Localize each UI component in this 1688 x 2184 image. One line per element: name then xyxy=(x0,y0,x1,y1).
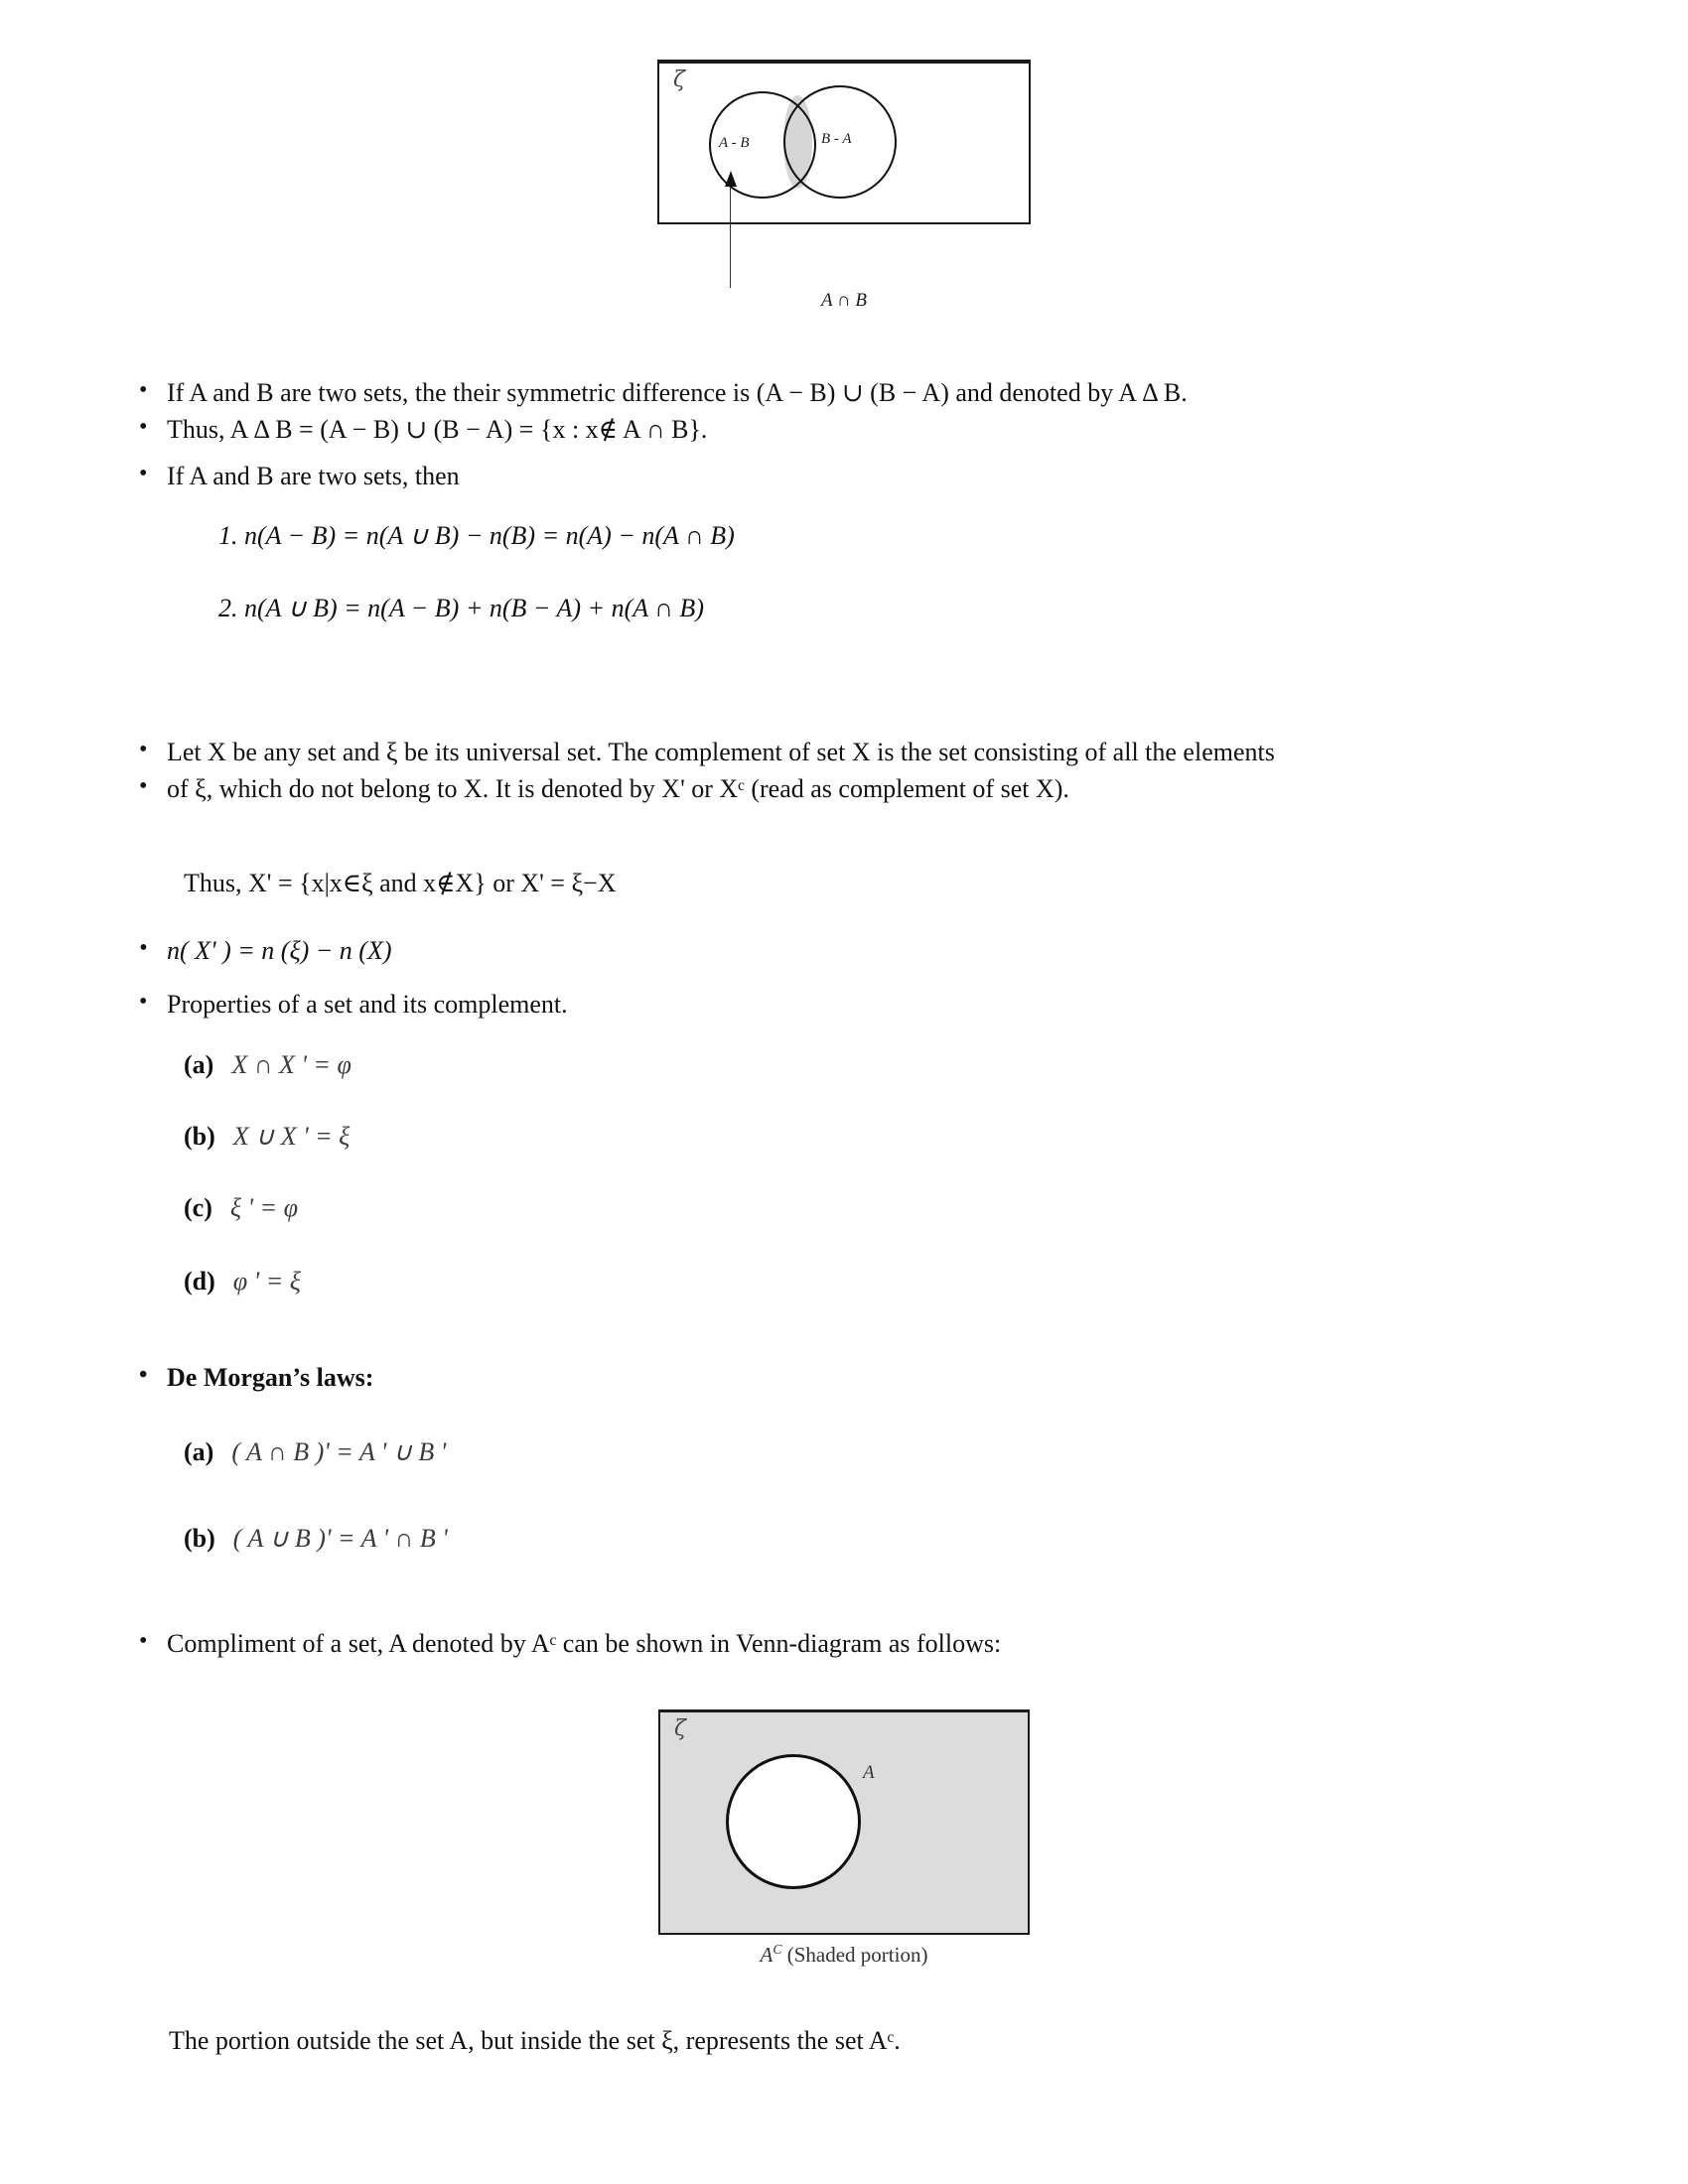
bullet-symmetric-difference-line2 xyxy=(129,412,1579,449)
properties-item-c xyxy=(184,1193,879,1223)
venn-universe-box-2 xyxy=(658,1709,1030,1935)
arrow-head-icon xyxy=(725,171,737,187)
figure2-caption xyxy=(0,1942,1688,1968)
figure2-caption-symbol: A xyxy=(760,1943,774,1967)
properties-item-a-label: (a) xyxy=(184,1050,214,1079)
demorgan-title-text: • De Morgan’s laws: xyxy=(129,1360,1023,1397)
demorgan-item-a-equation: ( A ∩ B )' = A ' ∪ B ' xyxy=(231,1437,447,1466)
bullet-complement-venn-intro xyxy=(129,1626,1519,1663)
bullet-symmetric-difference xyxy=(129,375,1579,449)
bullet-properties-title xyxy=(129,987,1321,1024)
properties-item-d-equation: φ ' = ξ xyxy=(232,1267,301,1296)
properties-item-a xyxy=(184,1050,879,1080)
figure-complement-venn xyxy=(0,1709,1688,1967)
bullet-demorgan-title xyxy=(129,1360,1023,1397)
cardinality-item-2: 2. n(A ∪ B) = n(A − B) + n(B − A) + n(A ∩ B) xyxy=(218,594,704,622)
symmetric-difference-thus: Thus, A Δ B = (A − B) ∪ (B − A) = {x : x∉ A ∩ B}. xyxy=(167,414,708,444)
cardinality-complement-equation: • n( X' ) = n (ξ) − n (X) xyxy=(129,933,1321,970)
properties-item-d-label: (d) xyxy=(184,1267,215,1296)
cardinality-item-1: 1. n(A − B) = n(A ∪ B) − n(B) = n(A) − n(A ∩ B) xyxy=(218,521,735,550)
figure2-caption-superscript: C xyxy=(773,1942,782,1957)
demorgan-item-b xyxy=(184,1524,978,1554)
bullet-cardinality-complement xyxy=(129,933,1321,970)
bullet-cardinality-intro-text: • If A and B are two sets, then xyxy=(129,459,1579,495)
complement-thus-line: Thus, X' = {x|x∈ξ and x∉X} or X' = ξ−X xyxy=(184,869,617,897)
properties-item-d xyxy=(184,1267,879,1297)
venn-circle-a-2 xyxy=(726,1754,861,1889)
complement-venn-intro-text: • Compliment of a set, A denoted by Aᶜ can be shown in Venn-diagram as follows: xyxy=(129,1626,1519,1663)
venn-universe-box-1 xyxy=(657,60,1031,224)
properties-item-c-label: (c) xyxy=(184,1193,212,1222)
properties-item-c-equation: ξ ' = φ xyxy=(229,1193,298,1222)
demorgan-item-a-label: (a) xyxy=(184,1437,214,1466)
bullet-cardinality-intro xyxy=(129,459,1579,495)
properties-item-b xyxy=(184,1122,879,1152)
bullet-symmetric-difference-line1: • If A and B are two sets, the their symmetric difference is (A − B) ∪ (B − A) and denoted by A Δ B. xyxy=(129,375,1579,412)
demorgan-item-b-label: (b) xyxy=(184,1524,215,1553)
universe-label-zeta-2: ζ xyxy=(674,1716,686,1741)
demorgan-item-b-equation: ( A ∪ B )' = A ' ∩ B ' xyxy=(232,1524,448,1553)
region-label-a-minus-b: A - B xyxy=(719,135,750,151)
properties-title-text: • Properties of a set and its complement. xyxy=(129,987,1321,1024)
complement-definition-line2: • of ξ, which do not belong to X. It is denoted by X' or Xᶜ (read as complement of set X). xyxy=(129,771,1609,808)
region-label-b-minus-a: B - A xyxy=(821,131,852,147)
set-label-a-2: A xyxy=(863,1762,875,1783)
properties-item-b-label: (b) xyxy=(184,1122,215,1151)
closing-sentence: The portion outside the set A, but inside the set ξ, represents the set Aᶜ. xyxy=(169,2026,901,2055)
figure-symmetric-difference xyxy=(0,60,1688,311)
figure2-caption-text: (Shaded portion) xyxy=(781,1943,928,1967)
universe-label-zeta-1: ζ xyxy=(673,68,685,92)
complement-definition-line1: • Let X be any set and ξ be its universal set. The complement of set X is the set consisting of all the elements xyxy=(129,735,1609,771)
figure1-caption: A ∩ B xyxy=(820,290,868,311)
arrow-line xyxy=(730,179,731,288)
bullet-complement-definition xyxy=(129,735,1609,808)
properties-item-a-equation: X ∩ X ' = φ xyxy=(231,1050,352,1079)
demorgan-item-a xyxy=(184,1437,978,1467)
properties-item-b-equation: X ∪ X ' = ξ xyxy=(232,1122,351,1151)
